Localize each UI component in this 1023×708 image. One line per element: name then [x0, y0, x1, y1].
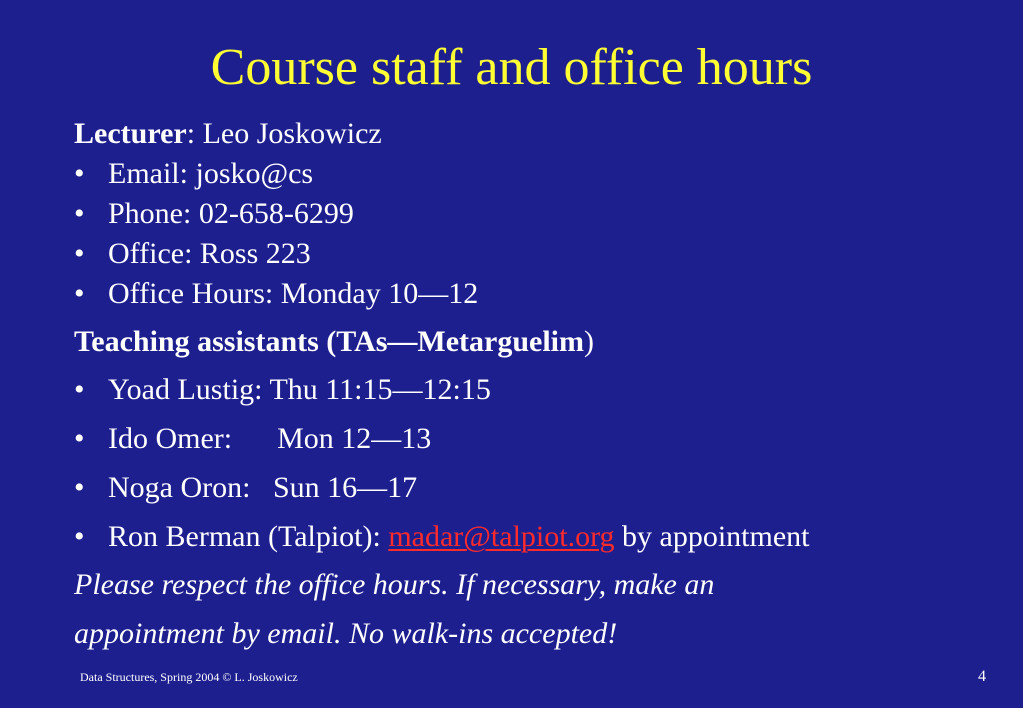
ta-heading-text: Teaching assistants (TAs—Metarguelim	[74, 325, 584, 358]
bullet-icon: •	[74, 520, 85, 553]
ta-text-ron-suffix: by appointment	[614, 520, 810, 553]
ta-text-noga: Noga Oron: Sun 16—17	[108, 471, 418, 504]
email-link[interactable]: madar@talpiot.org	[388, 520, 615, 553]
bullet-icon: •	[74, 277, 85, 310]
bullet-icon: •	[74, 422, 85, 455]
bullet-icon: •	[74, 197, 85, 230]
ta-bullet-noga	[74, 470, 417, 506]
bullet-text-office: Office: Ross 223	[108, 237, 311, 270]
note-line-1: Please respect the office hours. If necessary, make an	[74, 568, 715, 601]
ta-heading	[74, 324, 594, 360]
ta-text-yoad: Yoad Lustig: Thu 11:15—12:15	[108, 373, 491, 406]
bullet-office	[74, 236, 311, 272]
note-line-2: appointment by email. No walk-ins accepted!	[74, 617, 618, 650]
slide-title: Course staff and office hours	[210, 39, 813, 96]
bullet-office-hours	[74, 276, 478, 312]
ta-bullet-ido	[74, 421, 431, 457]
ta-bullet-ron	[74, 519, 810, 555]
bullet-email	[74, 156, 313, 192]
ta-text-ido: Ido Omer: Mon 12—13	[108, 422, 432, 455]
bullet-icon: •	[74, 471, 85, 504]
bullet-icon: •	[74, 157, 85, 190]
bullet-icon: •	[74, 237, 85, 270]
bullet-phone	[74, 196, 354, 232]
lecturer-name: Leo Joskowicz	[202, 117, 382, 150]
lecturer-label: Lecturer	[74, 117, 187, 150]
ta-bullet-yoad	[74, 372, 491, 408]
footer-credit: Data Structures, Spring 2004 © L. Joskowicz	[80, 670, 298, 684]
page-number: 4	[978, 668, 986, 685]
ta-text-ron: Ron Berman (Talpiot):	[108, 520, 389, 553]
ta-heading-paren: )	[584, 325, 594, 358]
bullet-text-phone: Phone: 02-658-6299	[108, 197, 354, 230]
lecturer-line	[74, 116, 382, 152]
bullet-text-office-hours: Office Hours: Monday 10—12	[108, 277, 479, 310]
lecturer-separator: :	[186, 117, 203, 150]
bullet-icon: •	[74, 373, 85, 406]
bullet-text-email: Email: josko@cs	[108, 157, 314, 190]
